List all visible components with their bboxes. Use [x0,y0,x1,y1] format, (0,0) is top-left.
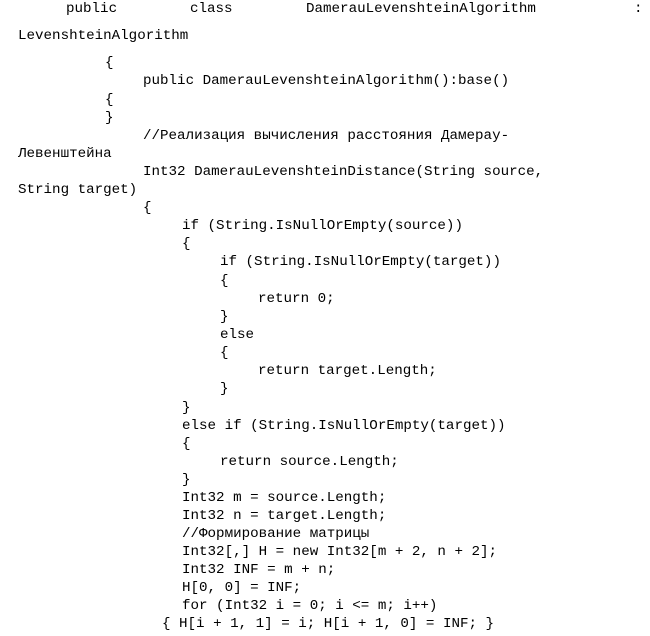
code-line: return source.Length; [220,454,399,470]
code-line: if (String.IsNullOrEmpty(target)) [220,254,501,270]
code-comment: //Реализация вычисления расстояния Дамерау- [143,128,510,144]
code-line: } [182,472,191,488]
code-comment: Левенштейна [18,146,112,162]
code-line: H[0, 0] = INF; [182,580,302,596]
code-line: } [220,381,229,397]
code-line: else [220,327,255,343]
inheritance-colon: : [634,1,643,17]
keyword-public: public [66,1,118,17]
code-line: return target.Length; [258,363,437,379]
code-line: Int32[,] H = new Int32[m + 2, n + 2]; [182,544,498,560]
base-class-name: LevenshteinAlgorithm [18,28,189,44]
code-line: { [182,436,191,452]
code-line: { [105,92,114,108]
code-line: Int32 DamerauLevenshteinDistance(String source, [143,164,544,180]
code-line: { [182,236,191,252]
code-line: return 0; [258,291,335,307]
code-line: { [105,55,114,71]
code-comment: //Формирование матрицы [182,526,370,542]
code-line: String target) [18,182,138,198]
code-line: { H[i + 1, 1] = i; H[i + 1, 0] = INF; } [162,616,495,632]
code-line: public DamerauLevenshteinAlgorithm():base() [143,73,510,89]
keyword-class: class [190,1,233,17]
code-line: if (String.IsNullOrEmpty(source)) [182,218,463,234]
code-line: Int32 m = source.Length; [182,490,387,506]
code-line: { [220,273,229,289]
code-line: Int32 INF = m + n; [182,562,336,578]
code-line: } [182,400,191,416]
code-line: { [143,200,152,216]
class-name: DamerauLevenshteinAlgorithm [306,1,536,17]
code-line: for (Int32 i = 0; i <= m; i++) [182,598,438,614]
code-line: { [220,345,229,361]
code-line: else if (String.IsNullOrEmpty(target)) [182,418,506,434]
code-line: Int32 n = target.Length; [182,508,387,524]
code-line: } [105,110,114,126]
code-line: } [220,309,229,325]
